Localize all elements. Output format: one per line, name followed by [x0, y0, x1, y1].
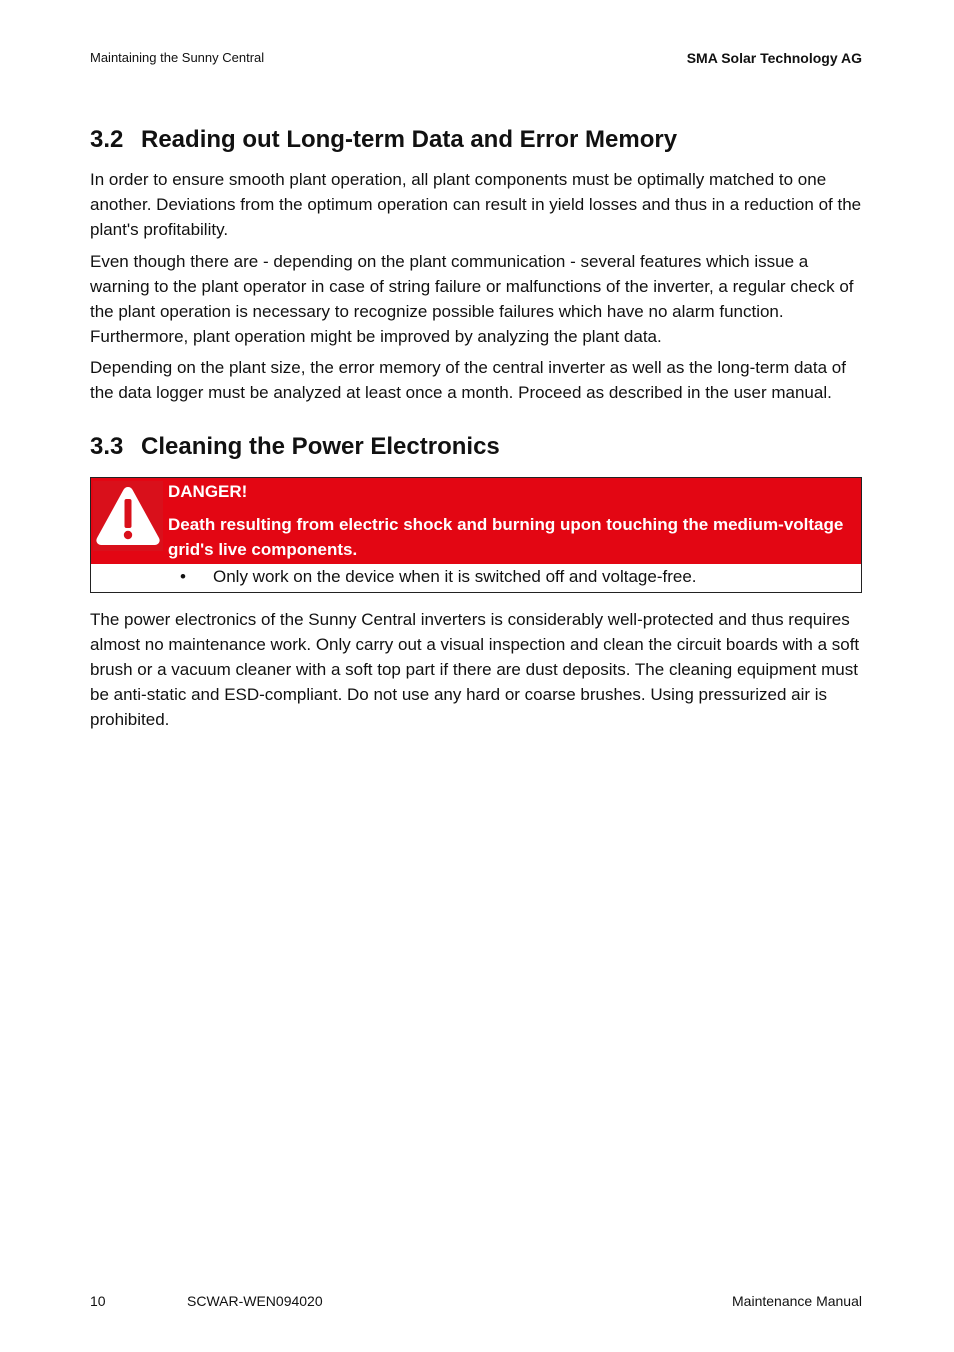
section-3-2-number: 3.2 [90, 126, 124, 153]
warning-triangle-icon [93, 481, 163, 551]
section-3-2-title: Reading out Long-term Data and Error Memory [141, 126, 678, 153]
running-header-company: SMA Solar Technology AG [686, 50, 862, 66]
section-3-2-paragraph-3: Depending on the plant size, the error memory of the central inverter as well as the long-term data of the data logger must be analyzed at least once a month. Proceed as described in the user manual. [90, 358, 846, 402]
danger-safety-notice [90, 477, 862, 593]
section-3-3-paragraph-1: The power electronics of the Sunny Central inverters is considerably well-protected and thus requires almost no maintenance work. Only carry out a visual inspection and clean the circuit boards with a soft brush or a vacuum cleaner with a soft top part if there are dust deposits. The cleaning equipment must be anti-static and ESD-compliant. Do not use any hard or coarse brushes. Using pressurized air is prohibited. [90, 610, 860, 729]
bullet-icon: • [180, 567, 186, 586]
footer-page-number: 10 [90, 1293, 106, 1309]
section-3-2-heading [90, 125, 677, 155]
section-3-3-heading [90, 432, 500, 462]
danger-message: Death resulting from electric shock and burning upon touching the medium-voltage grid's live components. [168, 515, 844, 559]
section-3-3-number: 3.3 [90, 433, 124, 460]
danger-action-item [180, 566, 697, 588]
danger-action-text: Only work on the device when it is switched off and voltage-free. [213, 567, 697, 586]
danger-label: DANGER! [168, 482, 248, 501]
footer-manual-title: Maintenance Manual [732, 1293, 862, 1309]
section-3-2-paragraph-2: Even though there are - depending on the plant communication - several features which issue a warning to the plant operator in case of string failure or malfunctions of the inverter, a regular check of the plant operation is necessary to recognize possible failures which have no alarm function. Furthermore, plant operation might be improved by analyzing the plant data. [90, 252, 854, 346]
section-3-3-title: Cleaning the Power Electronics [141, 433, 500, 460]
section-3-2-paragraph-1: In order to ensure smooth plant operation, all plant components must be optimally matched to one another. Deviations from the optimum operation can result in yield losses and thus in a reduction of the plant's profitability. [90, 170, 862, 239]
danger-header [91, 478, 861, 564]
footer-document-code: SCWAR-WEN094020 [187, 1293, 323, 1309]
running-header-section: Maintaining the Sunny Central [90, 50, 265, 65]
